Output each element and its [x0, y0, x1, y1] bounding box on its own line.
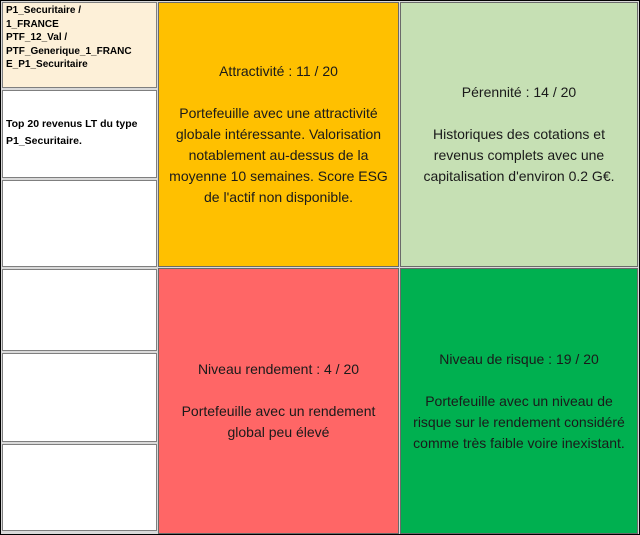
empty-cell — [2, 444, 157, 531]
portfolio-title-line: 1_FRANCE — [6, 18, 59, 30]
attractivite-quadrant — [158, 2, 399, 267]
risque-text: Portefeuille avec un niveau de risque sur le rendement considéré comme très faible voire inexistant. — [413, 392, 625, 451]
portfolio-title-line: P1_Securitaire / — [6, 5, 82, 16]
rendement-text: Portefeuille avec un rendement global peu élevé — [181, 403, 376, 440]
portfolio-title-line: PTF_12_Val / — [6, 32, 68, 43]
portfolio-description: Top 20 revenus LT du type P1_Securitaire. — [6, 118, 138, 147]
perennite-quadrant — [400, 2, 638, 267]
attractivite-text: Portefeuille avec une attractivité globale intéressante. Valorisation notablement au-dessus de la moyenne 10 semaines. Score ESG de l'actif non disponible. — [169, 105, 388, 205]
perennite-text: Historiques des cotations et revenus complets avec une capitalisation d'environ 0.2 G€. — [423, 126, 615, 184]
risque-quadrant — [400, 268, 638, 534]
empty-cell — [2, 180, 157, 267]
perennite-heading: Pérennité : 14 / 20 — [461, 84, 577, 100]
portfolio-title-cell — [2, 2, 157, 88]
portfolio-title-line: E_P1_Securitaire — [6, 59, 88, 70]
risque-heading: Niveau de risque : 19 / 20 — [439, 350, 599, 367]
empty-cell — [2, 269, 157, 351]
portfolio-title-line: PTF_Generique_1_FRANC — [6, 45, 132, 57]
portfolio-description-cell — [2, 90, 157, 178]
rendement-heading: Niveau rendement : 4 / 20 — [197, 361, 360, 377]
rendement-quadrant — [158, 268, 399, 534]
empty-cell — [2, 353, 157, 442]
attractivite-heading: Attractivité : 11 / 20 — [219, 63, 338, 79]
